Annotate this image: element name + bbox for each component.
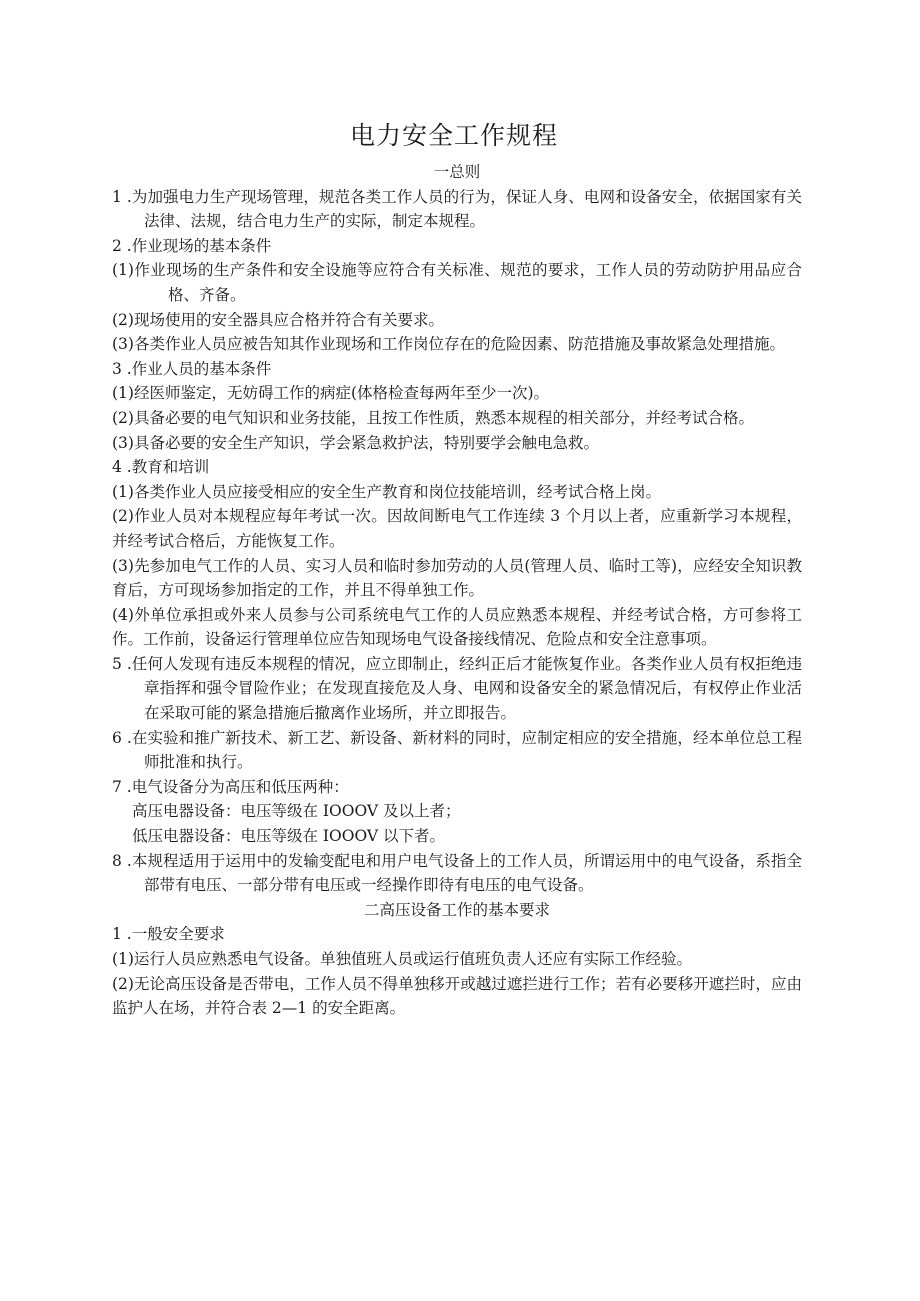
paragraph: (2)无论高压设备是否带电，工作人员不得单独移开或越过遮拦进行工作；若有必要移开遮拦时，应由监护人在场，并符合表 2—1 的安全距离。 xyxy=(112,974,802,1018)
paragraph: 高压电器设备：电压等级在 IOOOV 及以上者； xyxy=(132,802,461,821)
paragraph: 低压电器设备：电压等级在 IOOOV 以下者。 xyxy=(132,827,446,846)
paragraph: 4 .教育和培训 xyxy=(112,458,210,477)
paragraph: (3)各类作业人员应被告知其作业现场和工作岗位存在的危险因素、防范措施及事故紧急处理措施。 xyxy=(112,335,785,354)
paragraph: 8 .本规程适用于运用中的发输变配电和用户电气设备上的工作人员，所谓运用中的电气设备，系指全部带有电压、一部分带有电压或一经操作即待有电压的电气设备。 xyxy=(112,851,802,895)
paragraph: 3 .作业人员的基本条件 xyxy=(112,359,272,378)
paragraph: 6 .在实验和推广新技术、新工艺、新设备、新材料的同时，应制定相应的安全措施，经本单位总工程师批准和执行。 xyxy=(112,728,802,772)
paragraph: 5 .任何人发现有违反本规程的情况，应立即制止，经纠正后才能恢复作业。各类作业人员有权拒绝违章指挥和强令冒险作业；在发现直接危及人身、电网和设备安全的紧急情况后，有权停止作业活在采取可能的紧急措施后撤离作业场所，并立即报告。 xyxy=(112,654,802,723)
paragraph: (3)先参加电气工作的人员、实习人员和临时参加劳动的人员(管理人员、临时工等)，应经安全知识教育后，方可现场参加指定的工作，并且不得单独工作。 xyxy=(112,556,802,600)
paragraph: (1)运行人员应熟悉电气设备。单独值班人员或运行值班负责人还应有实际工作经验。 xyxy=(112,950,692,968)
paragraph: (2)现场使用的安全器具应合格并符合有关要求。 xyxy=(112,310,444,329)
paragraph: (1)作业现场的生产条件和安全设施等应符合有关标准、规范的要求，工作人员的劳动防护用品应合格、齐备。 xyxy=(112,261,802,304)
section-heading: 二高压设备工作的基本要求 xyxy=(363,900,550,919)
paragraph: (2)作业人员对本规程应每年考试一次。因故间断电气工作连续 3 个月以上者，应重新学习本规程，并经考试合格后，方能恢复工作。 xyxy=(112,507,802,550)
paragraph: (2)具备必要的电气知识和业务技能，且按工作性质，熟悉本规程的相关部分，并经考试合格。 xyxy=(112,408,754,427)
document-title: 电力安全工作规程 xyxy=(349,121,558,150)
paragraph: 1 .一般安全要求 xyxy=(112,925,225,944)
paragraph: 7 .电气设备分为高压和低压两种： xyxy=(112,777,349,796)
paragraph: (1)各类作业人员应接受相应的安全生产教育和岗位技能培训，经考试合格上岗。 xyxy=(112,482,661,501)
paragraph: (3)具备必要的安全生产知识，学会紧急救护法，特别要学会触电急救。 xyxy=(112,433,599,452)
paragraph: (1)经医师鉴定，无妨碍工作的病症(体格检查每两年至少一次)。 xyxy=(112,384,550,403)
paragraph: 2 .作业现场的基本条件 xyxy=(112,236,272,255)
paragraph: 1 .为加强电力生产现场管理，规范各类工作人员的行为，保证人身、电网和设备安全，依据国家有关法律、法规，结合电力生产的实际，制定本规程。 xyxy=(112,187,802,231)
paragraph: (4)外单位承担或外来人员参与公司系统电气工作的人员应熟悉本规程、并经考试合格，方可参将工作。工作前，设备运行管理单位应告知现场电气设备接线情况、危险点和安全注意事项。 xyxy=(112,605,802,649)
document-body xyxy=(112,160,802,1021)
section-heading: 一总则 xyxy=(433,163,481,181)
